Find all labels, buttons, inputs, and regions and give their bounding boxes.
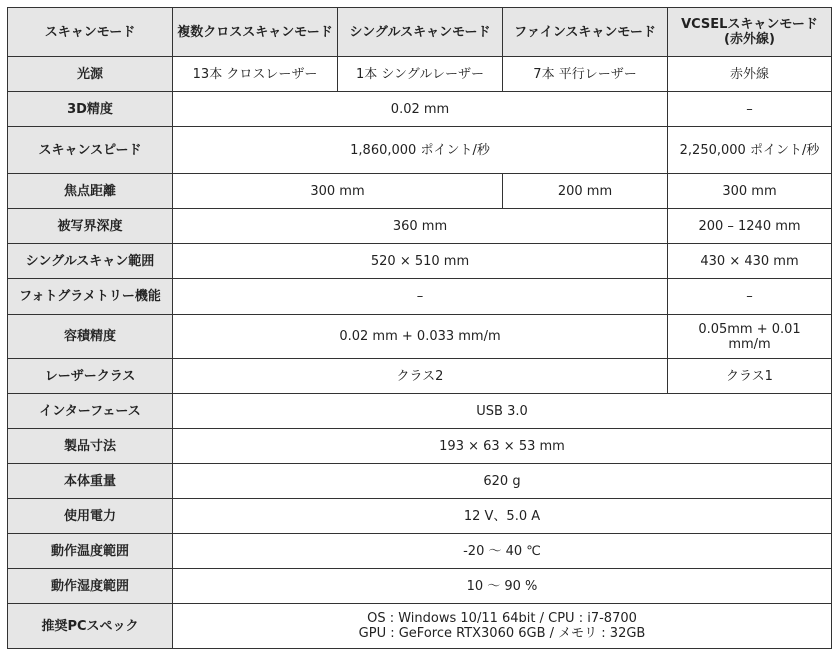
row-label-laser-class: レーザークラス	[8, 359, 173, 394]
row-label-power: 使用電力	[8, 499, 173, 534]
table-row	[8, 174, 832, 209]
header-scan-mode: スキャンモード	[8, 8, 173, 57]
table-row	[8, 209, 832, 244]
cell-light-source-fine: 7本 平行レーザー	[503, 57, 668, 92]
row-label-recommended-pc: 推奨PCスペック	[8, 604, 173, 649]
cell-3d-accuracy-laser: 0.02 mm	[173, 92, 668, 127]
table-row	[8, 244, 832, 279]
row-label-3d-accuracy: 3D精度	[8, 92, 173, 127]
header-vcsel-mode: VCSELスキャンモード (赤外線)	[668, 8, 832, 57]
cell-recommended-pc: OS : Windows 10/11 64bit / CPU : i7-8700 GPU : GeForce RTX3060 6GB / メモリ : 32GB	[173, 604, 832, 649]
cell-depth-of-field-laser: 360 mm	[173, 209, 668, 244]
cell-focal-distance-fine: 200 mm	[503, 174, 668, 209]
cell-light-source-vcsel: 赤外線	[668, 57, 832, 92]
table-row	[8, 534, 832, 569]
row-label-depth-of-field: 被写界深度	[8, 209, 173, 244]
cell-focal-distance-vcsel: 300 mm	[668, 174, 832, 209]
spec-table	[7, 7, 832, 649]
table-row	[8, 464, 832, 499]
table-row	[8, 604, 832, 649]
row-label-weight: 本体重量	[8, 464, 173, 499]
cell-power: 12 V、5.0 A	[173, 499, 832, 534]
table-row	[8, 8, 832, 57]
cell-single-scan-area-vcsel: 430 × 430 mm	[668, 244, 832, 279]
cell-light-source-multi: 13本 クロスレーザー	[173, 57, 338, 92]
cell-focal-distance-multi-single: 300 mm	[173, 174, 503, 209]
cell-single-scan-area-laser: 520 × 510 mm	[173, 244, 668, 279]
header-single-mode: シングルスキャンモード	[338, 8, 503, 57]
table-row	[8, 394, 832, 429]
cell-scan-speed-vcsel: 2,250,000 ポイント/秒	[668, 127, 832, 174]
table-row	[8, 315, 832, 359]
table-row	[8, 57, 832, 92]
cell-weight: 620 g	[173, 464, 832, 499]
table-row	[8, 92, 832, 127]
cell-interface: USB 3.0	[173, 394, 832, 429]
table-row	[8, 127, 832, 174]
cell-photogrammetry-laser: –	[173, 279, 668, 315]
cell-volumetric-accuracy-laser: 0.02 mm + 0.033 mm/m	[173, 315, 668, 359]
cell-dimensions: 193 × 63 × 53 mm	[173, 429, 832, 464]
cell-volumetric-accuracy-vcsel: 0.05mm + 0.01 mm/m	[668, 315, 832, 359]
cell-laser-class-laser: クラス2	[173, 359, 668, 394]
cell-operating-humidity: 10 ～ 90 %	[173, 569, 832, 604]
cell-scan-speed-laser: 1,860,000 ポイント/秒	[173, 127, 668, 174]
row-label-scan-speed: スキャンスピード	[8, 127, 173, 174]
row-label-volumetric-accuracy: 容積精度	[8, 315, 173, 359]
cell-laser-class-vcsel: クラス1	[668, 359, 832, 394]
header-fine-mode: ファインスキャンモード	[503, 8, 668, 57]
row-label-operating-temperature: 動作温度範囲	[8, 534, 173, 569]
cell-3d-accuracy-vcsel: –	[668, 92, 832, 127]
row-label-single-scan-area: シングルスキャン範囲	[8, 244, 173, 279]
table-row	[8, 279, 832, 315]
table-row	[8, 429, 832, 464]
row-label-light-source: 光源	[8, 57, 173, 92]
row-label-interface: インターフェース	[8, 394, 173, 429]
row-label-dimensions: 製品寸法	[8, 429, 173, 464]
row-label-focal-distance: 焦点距離	[8, 174, 173, 209]
cell-depth-of-field-vcsel: 200 – 1240 mm	[668, 209, 832, 244]
table-row	[8, 499, 832, 534]
table-row	[8, 569, 832, 604]
cell-operating-temperature: -20 ～ 40 ℃	[173, 534, 832, 569]
cell-light-source-single: 1本 シングルレーザー	[338, 57, 503, 92]
row-label-operating-humidity: 動作湿度範囲	[8, 569, 173, 604]
table-row	[8, 359, 832, 394]
row-label-photogrammetry: フォトグラメトリー機能	[8, 279, 173, 315]
cell-photogrammetry-vcsel: –	[668, 279, 832, 315]
header-multi-cross-mode: 複数クロススキャンモード	[173, 8, 338, 57]
